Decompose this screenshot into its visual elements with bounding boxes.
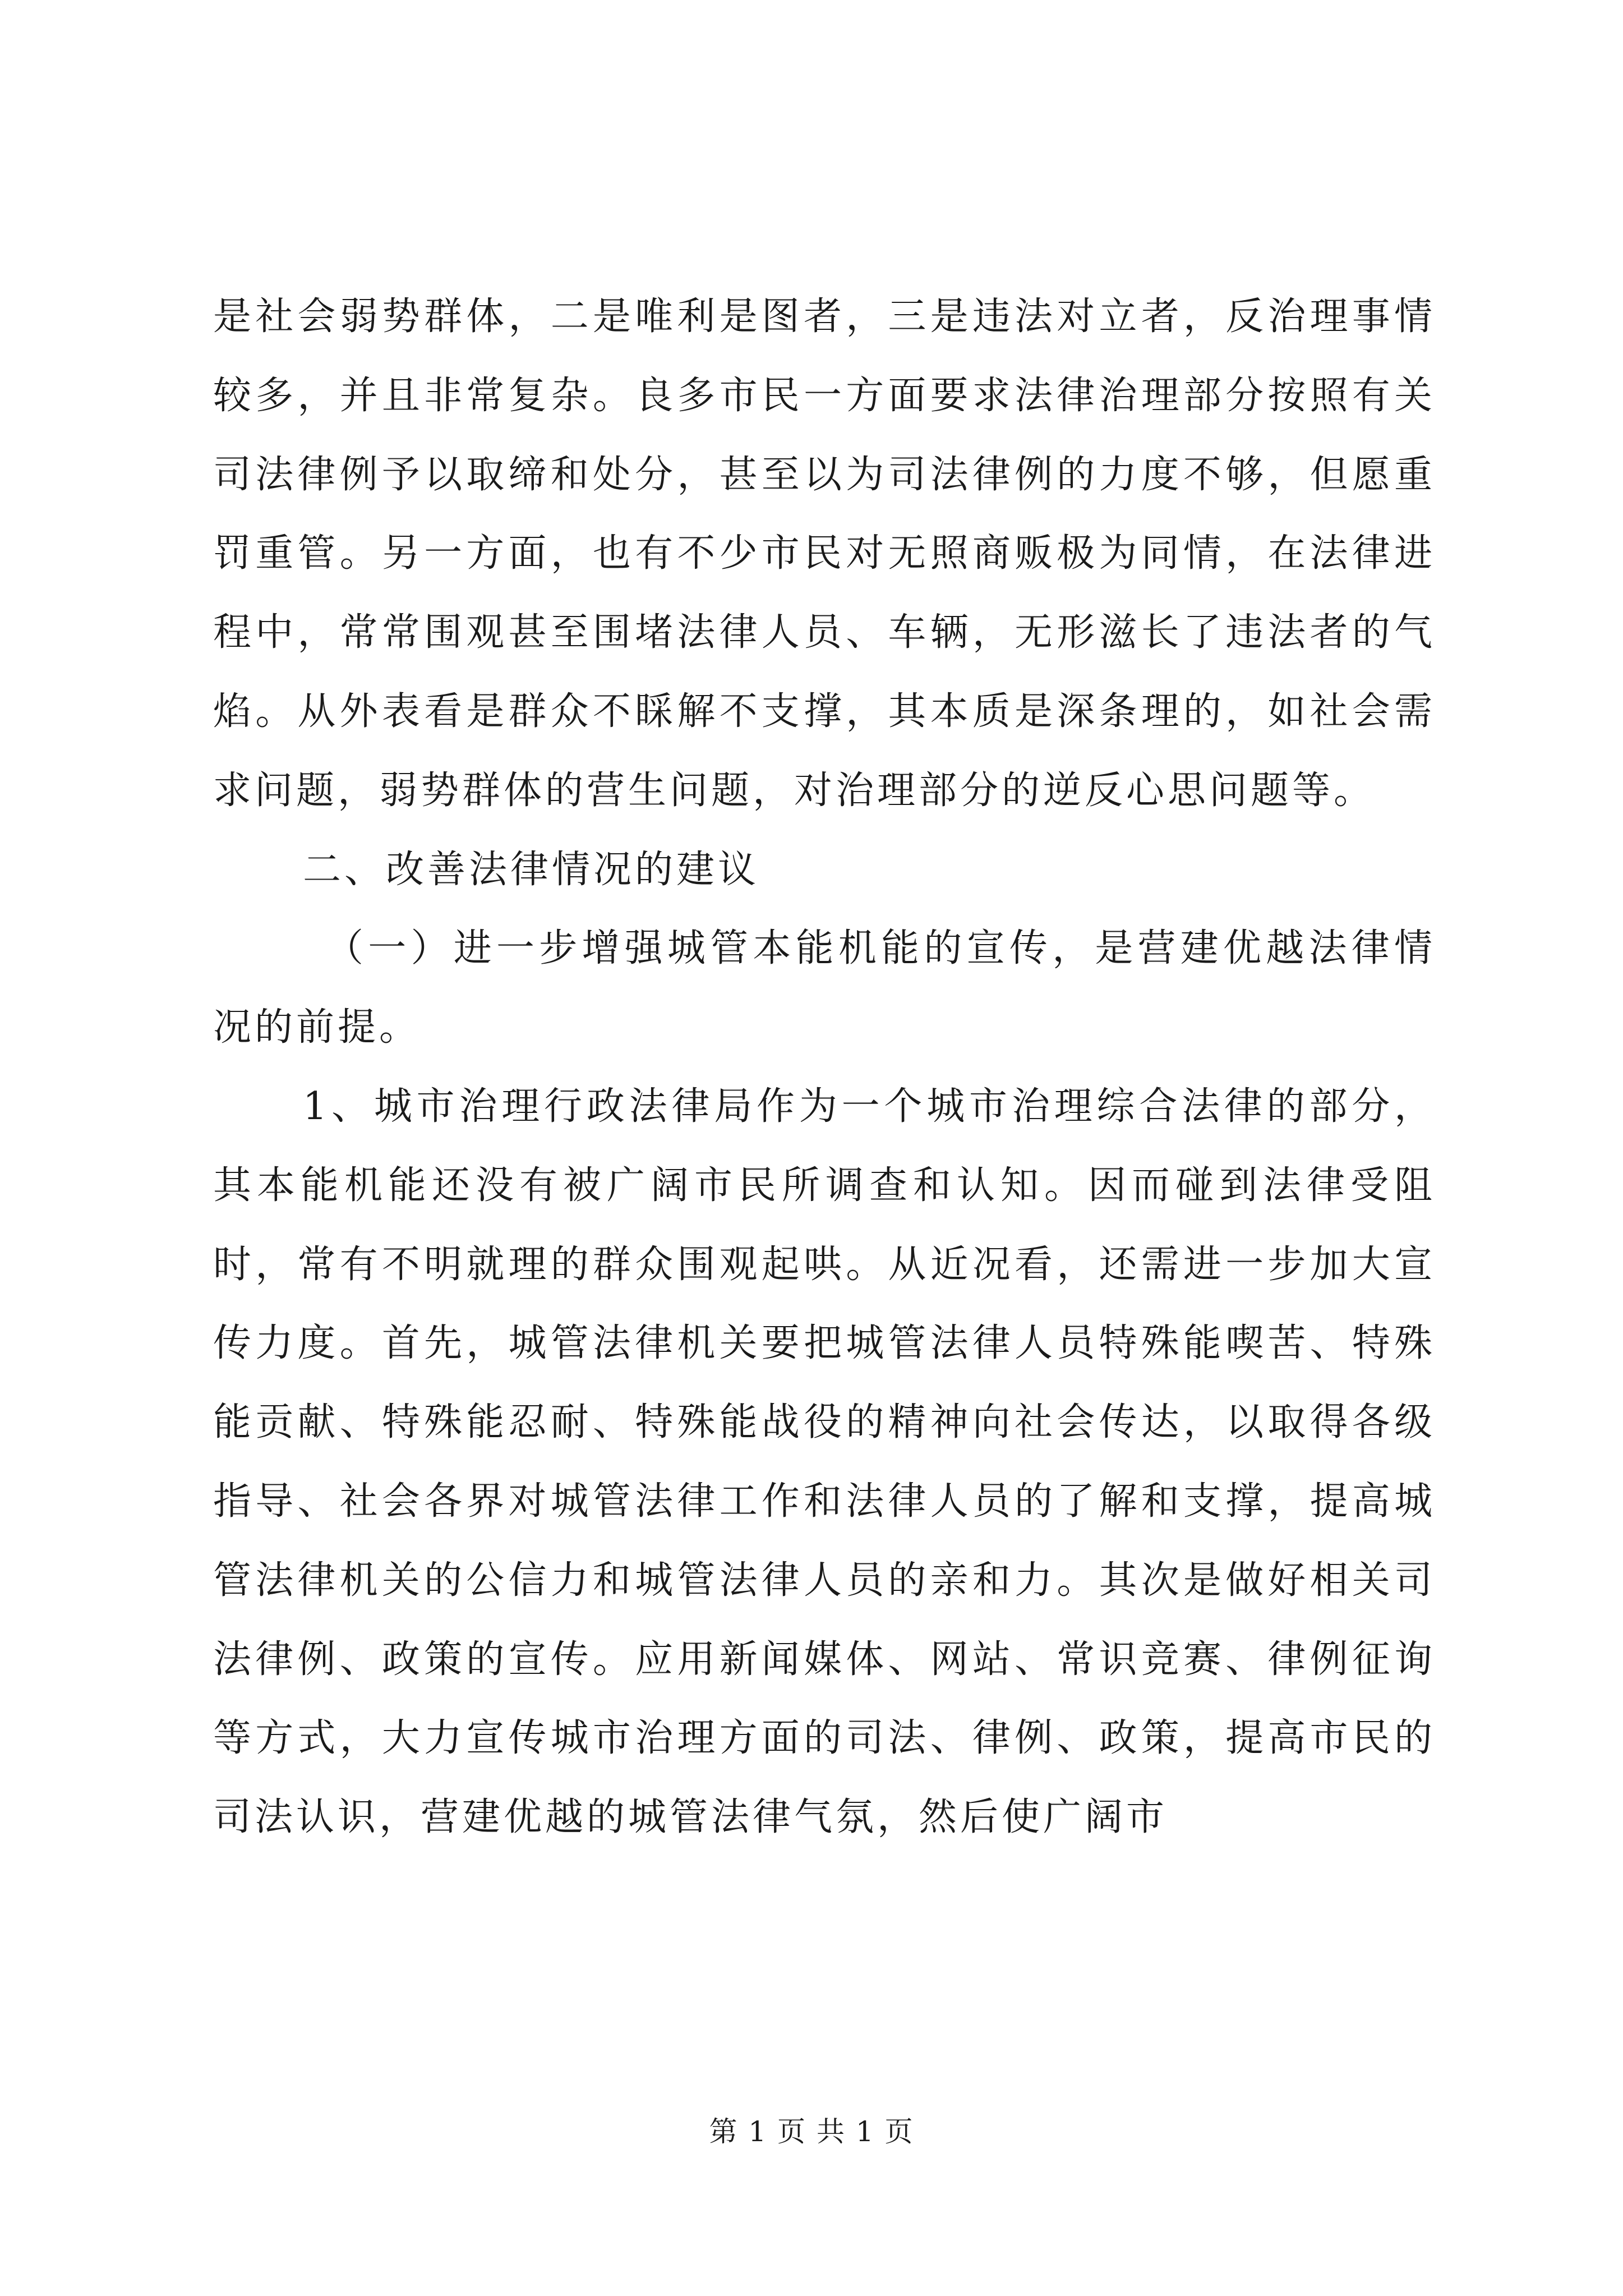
- paragraph-item-1: 1、城市治理行政法律局作为一个城市治理综合法律的部分，其本能机能还没有被广阔市民所调查和认知。因而碰到法律受阻时，常有不明就理的群众围观起哄。从近况看，还需进一步加大宣传力度。首先，城管法律机关要把城管法律人员特殊能喫苦、特殊能贡献、特殊能忍耐、特殊能战役的精神向社会传达，以取得各级指导、社会各界对城管法律工作和法律人员的了解和支撑，提高城管法律机关的公信力和城管法律人员的亲和力。其次是做好相关司法律例、政策的宣传。应用新闻媒体、网站、常识竞赛、律例征询等方式，大力宣传城市治理方面的司法、律例、政策，提高市民的司法认识，营建优越的城管法律气氛，然后使广阔市: [213, 1084, 1436, 1840]
- paragraph-continuation: 是社会弱势群体，二是唯利是图者，三是违法对立者，反治理事情较多，并且非常复杂。良多市民一方面要求法律治理部分按照有关司法律例予以取缔和处分，甚至以为司法律例的力度不够，但愿重罚重管。另一方面，也有不少市民对无照商贩极为同情，在法律进程中，常常围观甚至围堵法律人员、车辆，无形滋长了违法者的气焰。从外表看是群众不睬解不支撑，其本质是深条理的，如社会需求问题，弱势群体的营生问题，对治理部分的逆反心思问题等。: [213, 295, 1436, 813]
- document-body: [213, 278, 1436, 1857]
- subsection-heading: （一）进一步增强城管本能机能的宣传，是营建优越法律情况的前提。: [213, 926, 1436, 1050]
- section-heading: 二、改善法律情况的建议: [303, 847, 760, 892]
- page-footer: 第 1 页 共 1 页: [709, 2115, 914, 2148]
